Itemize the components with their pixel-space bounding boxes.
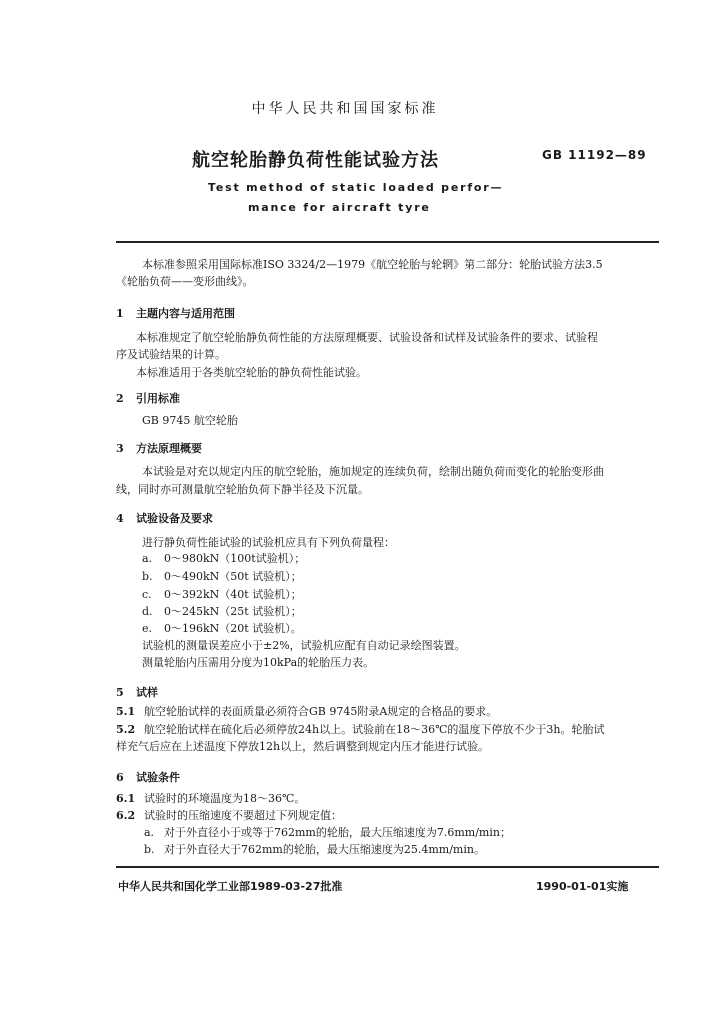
section-3-line-1: 本试验是对充以规定内压的航空轮胎，施加规定的连续负荷，绘制出随负荷而变化的轮胎变形曲 [142,465,604,478]
section-4-title: 试验设备及要求 [136,512,213,525]
section-5-title: 试样 [136,686,158,699]
section-4-heading [116,510,213,526]
clause-5-2 [116,723,604,737]
section-2-heading [116,390,180,406]
clause-5-1 [116,705,497,719]
section-1-heading [116,305,235,321]
range-item-b-label: b. [142,570,153,583]
speed-item-b-label: b. [144,843,155,856]
clause-6-2-text: 试验时的压缩速度不要超过下列规定值： [144,809,342,822]
section-6-heading [116,769,180,785]
intro-line-2: 《轮胎负荷——变形曲线》。 [116,275,254,288]
section-4-lead: 进行静负荷性能试验的试验机应具有下列负荷量程： [142,536,395,549]
section-1-para-1-line-2: 序及试验结果的计算。 [116,348,226,361]
speed-item-a-text: 对于外直径小于或等于762mm的轮胎，最大压缩速度为7.6mm/min； [164,826,511,839]
section-5-number: 5 [116,686,124,699]
section-2-title: 引用标准 [136,392,180,405]
clause-6-1 [116,792,305,806]
section-3-number: 3 [116,442,124,455]
range-item-c-text: 0～392kN（40t 试验机）； [164,588,302,601]
section-3-title: 方法原理概要 [136,442,202,455]
speed-item-b [144,843,485,857]
standard-header: 中华人民共和国国家标准 [251,101,439,117]
range-item-d-text: 0～245kN（25t 试验机）； [164,605,302,618]
range-item-e-label: e. [142,622,153,635]
clause-6-2 [116,809,342,823]
section-1-para-2: 本标准适用于各类航空轮胎的静负荷性能试验。 [136,366,367,379]
range-item-d [142,605,302,619]
clause-6-1-text: 试验时的环境温度为18～36℃。 [144,792,306,805]
clause-5-2-continuation: 样充气后应在上述温度下停放12h以上，然后调整到规定内压才能进行试验。 [116,740,490,753]
section-3-heading [116,440,202,456]
reference-standard: GB 9745 航空轮胎 [142,414,238,427]
clause-5-1-number: 5.1 [116,705,136,718]
english-title-line-2: mance for aircraft tyre [248,201,431,214]
section-4-gauge: 测量轮胎内压需用分度为10kPa的轮胎压力表。 [142,656,375,669]
section-1-number: 1 [116,307,124,320]
section-1-title: 主题内容与适用范围 [136,307,235,320]
range-item-e [142,622,302,636]
section-6-number: 6 [116,771,124,784]
section-3-line-2: 线，同时亦可测量航空轮胎负荷下静半径及下沉量。 [116,483,369,496]
clause-5-2-text: 航空轮胎试样在硫化后必须停放24h以上。试验前在18～36℃的温度下停放不少于3h。轮胎试 [144,723,605,736]
top-rule [116,241,659,243]
range-item-a-text: 0～980kN（100t试验机）； [164,552,306,565]
range-item-a-label: a. [142,552,153,565]
range-item-a [142,552,305,566]
range-item-b [142,570,302,584]
range-item-c-label: c. [142,588,152,601]
document-title: 航空轮胎静负荷性能试验方法 [192,150,439,171]
range-item-b-text: 0～490kN（50t 试验机）； [164,570,302,583]
speed-item-a-label: a. [144,826,155,839]
section-2-number: 2 [116,392,124,405]
section-6-title: 试验条件 [136,771,180,784]
implementation-date: 1990-01-01实施 [536,880,629,893]
clause-6-2-number: 6.2 [116,809,136,822]
standard-code: GB 11192—89 [542,148,647,162]
english-title-line-1: Test method of static loaded perfor— [208,181,504,194]
clause-5-2-number: 5.2 [116,723,136,736]
approval-authority: 中华人民共和国化学工业部1989-03-27批准 [118,880,343,893]
intro-line-1: 本标准参照采用国际标准ISO 3324/2—1979《航空轮胎与轮辋》第二部分：轮胎试验方法3.5 [142,258,603,271]
clause-5-1-text: 航空轮胎试样的表面质量必须符合GB 9745附录A规定的合格品的要求。 [144,705,498,718]
range-item-e-text: 0～196kN（20t 试验机）。 [164,622,302,635]
section-5-heading [116,684,158,700]
speed-item-a [144,826,511,840]
section-1-para-1-line-1: 本标准规定了航空轮胎静负荷性能的方法原理概要、试验设备和试样及试验条件的要求、试验程 [136,331,598,344]
section-4-accuracy: 试验机的测量误差应小于±2%，试验机应配有自动记录绘图装置。 [142,639,466,652]
footer-rule [116,866,659,868]
range-item-c [142,588,302,602]
range-item-d-label: d. [142,605,153,618]
section-4-number: 4 [116,512,124,525]
clause-6-1-number: 6.1 [116,792,136,805]
speed-item-b-text: 对于外直径大于762mm的轮胎，最大压缩速度为25.4mm/min。 [164,843,485,856]
